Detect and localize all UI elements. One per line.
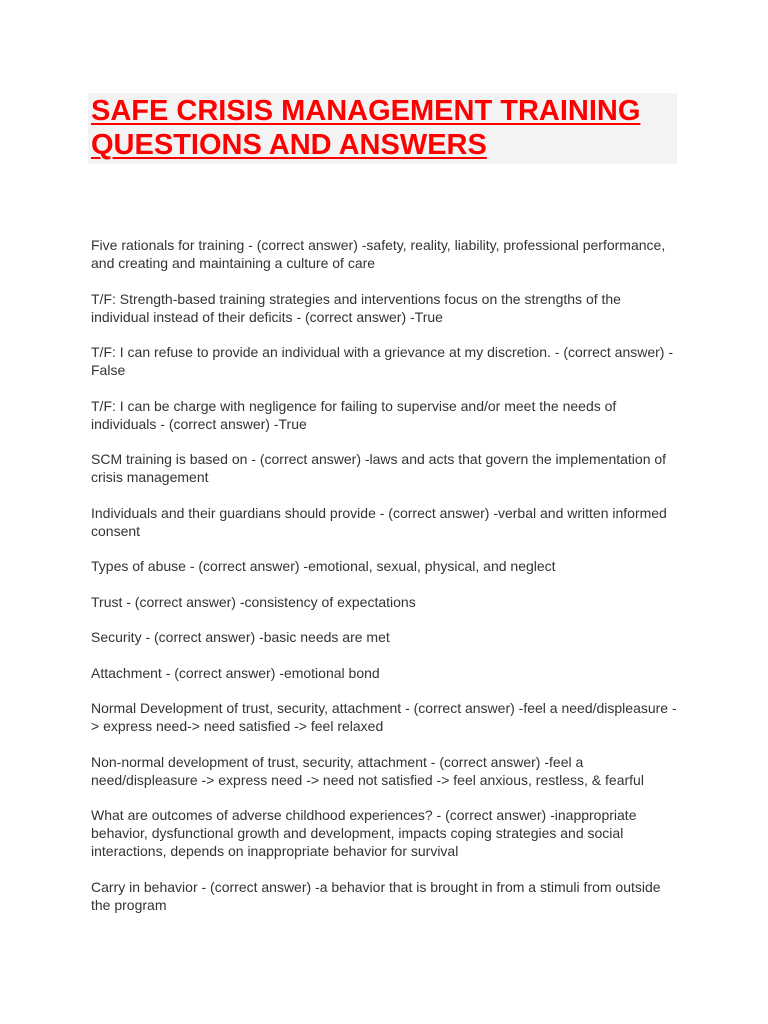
title-line-2: QUESTIONS AND ANSWERS (91, 129, 487, 161)
qa-item: What are outcomes of adverse childhood experiences? - (correct answer) -inappropriate behavior, dysfunctional growth and development, impacts coping strategies and social interactions, depends on inappropriate behavior for survival (91, 807, 637, 859)
qa-item: T/F: I can be charge with negligence for failing to supervise and/or meet the needs of individuals - (correct answer) -True (91, 397, 617, 432)
qa-item: Five rationals for training - (correct answer) -safety, reality, liability, professional performance, and creating and maintaining a culture of care (91, 237, 666, 271)
title-line-1: SAFE CRISIS MANAGEMENT TRAINING (91, 95, 641, 127)
qa-item: T/F: I can refuse to provide an individual with a grievance at my discretion. - (correct answer) -False (91, 344, 674, 378)
qa-item: Attachment - (correct answer) -emotional bond (91, 664, 380, 681)
qa-item: SCM training is based on - (correct answer) -laws and acts that govern the implementation of crisis management (91, 451, 667, 485)
qa-item: Security - (correct answer) -basic needs are met (91, 629, 390, 645)
qa-item: Types of abuse - (correct answer) -emotional, sexual, physical, and neglect (91, 558, 556, 574)
qa-item: Trust - (correct answer) -consistency of expectations (91, 593, 416, 610)
qa-item: Individuals and their guardians should provide - (correct answer) -verbal and written informed consent (91, 504, 667, 539)
qa-item: Non-normal development of trust, security, attachment - (correct answer) -feel a need/displeasure -> express need -> need not satisfied -> feel anxious, restless, & fearful (91, 753, 644, 788)
qa-item: Normal Development of trust, security, attachment - (correct answer) -feel a need/displeasure -> express need-> need satisfied -> feel relaxed (91, 700, 677, 734)
qa-item: Carry in behavior - (correct answer) -a behavior that is brought in from a stimuli from outside the program (91, 878, 661, 913)
document-title (88, 93, 677, 164)
qa-item: T/F: Strength-based training strategies and interventions focus on the strengths of the individual instead of their deficits - (correct answer) -True (91, 290, 621, 325)
qa-list (91, 236, 681, 931)
